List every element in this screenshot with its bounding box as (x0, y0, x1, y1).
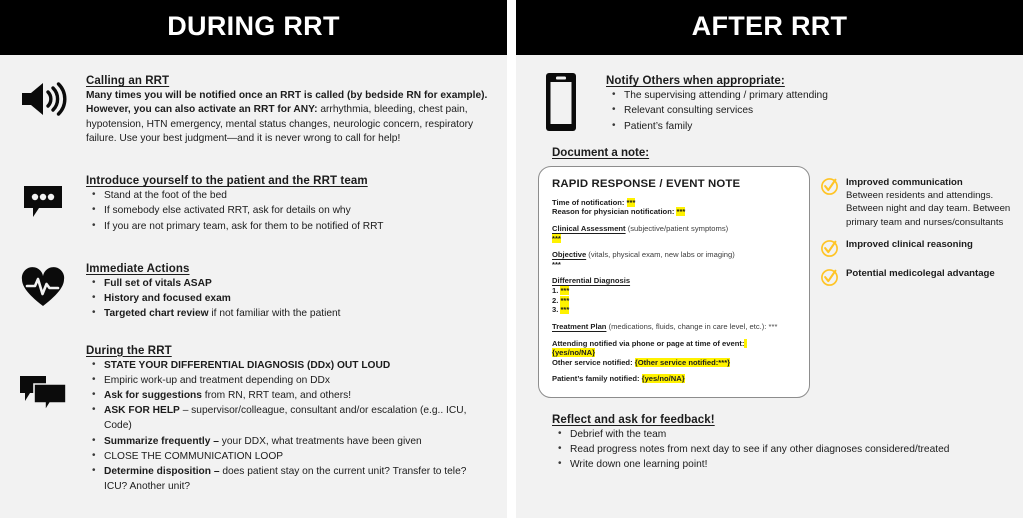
note-and-benefits-area (516, 166, 1023, 398)
benefit-text (846, 176, 1015, 229)
note-other-value: {Other service notified:***} (634, 357, 731, 367)
bullet-bold: History and focused exam (104, 293, 231, 305)
after-rrt-header: AFTER RRT (516, 0, 1023, 55)
bullet-bold: Summarize frequently – (104, 435, 219, 447)
check-circle-icon (820, 268, 839, 287)
notify-others-bullets (606, 89, 1005, 134)
note-treatment-plan (552, 322, 796, 332)
section-reflect (552, 414, 1023, 473)
note-ddx-list (552, 286, 796, 315)
bullet-rest: your DDX, what treatments have been given (218, 435, 422, 447)
chat-bubble-dots-icon-cell (0, 175, 86, 223)
note-reason-value: *** (676, 207, 686, 217)
bullet-bold: ASK FOR HELP (104, 405, 180, 417)
heartbeat-icon-cell (0, 263, 86, 309)
note-attending-value-line (552, 348, 796, 358)
benefit-item (820, 238, 1015, 258)
bullet-bold: Full set of vitals ASAP (104, 277, 212, 289)
list-item (86, 389, 489, 404)
section-immediate-actions (0, 263, 507, 323)
two-speech-bubbles-icon (18, 371, 68, 415)
introduce-yourself-title: Introduce yourself to the patient and the RRT team (86, 174, 368, 187)
note-clinical-assessment (552, 224, 796, 234)
immediate-actions-title: Immediate Actions (86, 262, 190, 275)
list-item (552, 305, 796, 315)
immediate-actions-text (86, 263, 507, 323)
note-treatment-label: Treatment Plan (552, 321, 607, 331)
note-objective-value-line (552, 260, 796, 270)
note-reason-label: Reason for physician notification: (552, 207, 675, 217)
note-objective-hint: (vitals, physical exam, new labs or imaging) (586, 250, 735, 260)
list-item (86, 374, 489, 389)
during-rrt-body (0, 55, 507, 518)
list-item (86, 189, 489, 204)
note-assessment-hint: (subjective/patient symptoms) (625, 223, 729, 233)
benefit-item (820, 176, 1015, 229)
list-item: • Patient’s family (606, 120, 1005, 135)
calling-an-rrt-title: Calling an RRT (86, 75, 170, 87)
benefit-heading: Improved communication (846, 176, 963, 188)
bullet-rest: from RN, RRT team, and others! (201, 390, 352, 402)
list-item (86, 292, 489, 307)
list-item: • Debrief with the team (552, 428, 999, 443)
list-item (86, 359, 489, 374)
bullet-rest: If you are not primary team, ask for them to be notified of RRT (104, 220, 384, 232)
note-attending-label: Attending notified via phone or page at time of event: (552, 338, 745, 348)
list-item: • Read progress notes from next day to see if any other diagnoses considered/treated (552, 443, 999, 458)
check-circle-icon (820, 239, 839, 258)
ddx-num: 2. (552, 295, 559, 305)
list-item (86, 435, 489, 450)
introduce-yourself-bullets (86, 189, 489, 234)
list-item (86, 465, 489, 495)
bullet-rest: if not familiar with the patient (208, 308, 341, 320)
benefit-text (846, 238, 973, 251)
benefits-list (820, 166, 1015, 296)
section-during-the-rrt (0, 345, 507, 496)
calling-an-rrt-text (86, 75, 507, 147)
notify-others-title: Notify Others when appropriate: (606, 75, 785, 87)
benefit-item (820, 267, 1015, 287)
note-attending-value: {yes/no/NA} (552, 348, 596, 358)
note-objective-value: *** (552, 259, 561, 269)
note-assessment-value-line (552, 234, 796, 244)
note-objective (552, 250, 796, 260)
during-the-rrt-bullets (86, 359, 489, 495)
list-item: • Write down one learning point! (552, 458, 999, 473)
list-item (86, 277, 489, 292)
reflect-title: Reflect and ask for feedback! (552, 413, 715, 426)
calling-an-rrt-paragraph-rest: arrhythmia, bleeding, chest pain, hypotension, HTN emergency, mental status changes, neurologic concern, respiratory failure. Use your best judgment—and it is never wrong to call for help! (86, 104, 474, 145)
during-the-rrt-title: During the RRT (86, 344, 172, 357)
note-assessment-value: *** (552, 233, 561, 243)
calling-an-rrt-paragraph-bold: Many times you will be notified once an RRT is called (by bedside RN for example). However, you can also activate an RRT for ANY: (86, 90, 488, 116)
speaker-icon-cell (0, 75, 86, 119)
section-calling-an-rrt (0, 75, 507, 147)
note-family-notified (552, 374, 796, 384)
bullet-bold: Determine disposition – (104, 466, 220, 478)
bullet-rest: Empiric work-up and treatment depending on DDx (104, 374, 330, 386)
heartbeat-icon (20, 267, 66, 309)
chat-bubble-dots-icon (21, 183, 65, 223)
two-speech-bubbles-icon-cell (0, 345, 86, 415)
ddx-num: 1. (552, 285, 559, 295)
note-family-label: Patient’s family notified: (552, 374, 640, 384)
note-treatment-hint: (medications, fluids, change in care level, etc.): *** (606, 321, 778, 331)
note-objective-label: Objective (552, 250, 587, 260)
notify-others-text (606, 69, 1023, 135)
speaker-icon (19, 79, 67, 119)
note-assessment-label: Clinical Assessment (552, 223, 626, 233)
document-a-note-label: Document a note: (552, 146, 650, 159)
section-notify-others (516, 69, 1023, 135)
note-attending-notified (552, 339, 796, 349)
bullet-rest: If somebody else activated RRT, ask for details on why (104, 205, 351, 217)
benefit-heading: Improved clinical reasoning (846, 238, 973, 250)
benefit-text (846, 267, 995, 280)
ddx-value: *** (560, 285, 570, 295)
ddx-value: *** (560, 295, 570, 305)
mobile-phone-icon (544, 71, 578, 133)
mobile-phone-icon-cell (516, 69, 606, 133)
bullet-bold: Ask for suggestions (104, 390, 202, 402)
note-time-label: Time of notification: (552, 197, 625, 207)
list-item (86, 404, 489, 434)
list-item (552, 296, 796, 306)
during-rrt-header: DURING RRT (0, 0, 507, 55)
ddx-value: *** (560, 305, 570, 315)
benefit-heading: Potential medicolegal advantage (846, 267, 995, 279)
during-the-rrt-text (86, 345, 507, 496)
list-item: • The supervising attending / primary attending (606, 89, 1005, 104)
list-item: • Relevant consulting services (606, 104, 1005, 119)
note-time-value: *** (626, 197, 636, 207)
immediate-actions-bullets (86, 277, 489, 322)
bullet-rest: Stand at the foot of the bed (104, 189, 227, 201)
list-item (552, 286, 796, 296)
bullet-bold: STATE YOUR DIFFERENTIAL DIAGNOSIS (DDx) OUT LOUD (104, 359, 391, 371)
panel-after-rrt (516, 0, 1023, 518)
list-item (86, 220, 489, 235)
reflect-bullets (552, 428, 999, 473)
note-card-title: RAPID RESPONSE / EVENT NOTE (552, 177, 741, 190)
panel-during-rrt (0, 0, 507, 518)
list-item (86, 307, 489, 322)
note-other-service-notified (552, 358, 796, 368)
note-reason-for-notification (552, 207, 796, 217)
note-time-of-notification (552, 198, 796, 208)
introduce-yourself-text (86, 175, 507, 235)
list-item (86, 204, 489, 219)
bullet-bold: Targeted chart review (104, 308, 209, 320)
note-other-label: Other service notified: (552, 357, 633, 367)
benefit-body: Between residents and attendings. Between night and day team. Between primary team and nurses/consultants (846, 190, 1011, 228)
after-rrt-body (516, 55, 1023, 518)
rapid-response-note-card (538, 166, 810, 398)
note-family-value: {yes/no/NA} (641, 374, 685, 384)
bullet-rest: CLOSE THE COMMUNICATION LOOP (104, 450, 284, 462)
note-ddx-label: Differential Diagnosis (552, 276, 631, 286)
section-introduce-yourself (0, 175, 507, 235)
ddx-num: 3. (552, 305, 559, 315)
calling-an-rrt-paragraph (86, 89, 489, 147)
check-circle-icon (820, 177, 839, 196)
bullet-rest: does patient stay on the current unit? Transfer to tele? ICU? Another unit? (104, 466, 467, 492)
list-item (86, 450, 489, 465)
bullet-rest: – supervisor/colleague, consultant and/or escalation (e.g.. ICU, Code) (104, 405, 467, 432)
